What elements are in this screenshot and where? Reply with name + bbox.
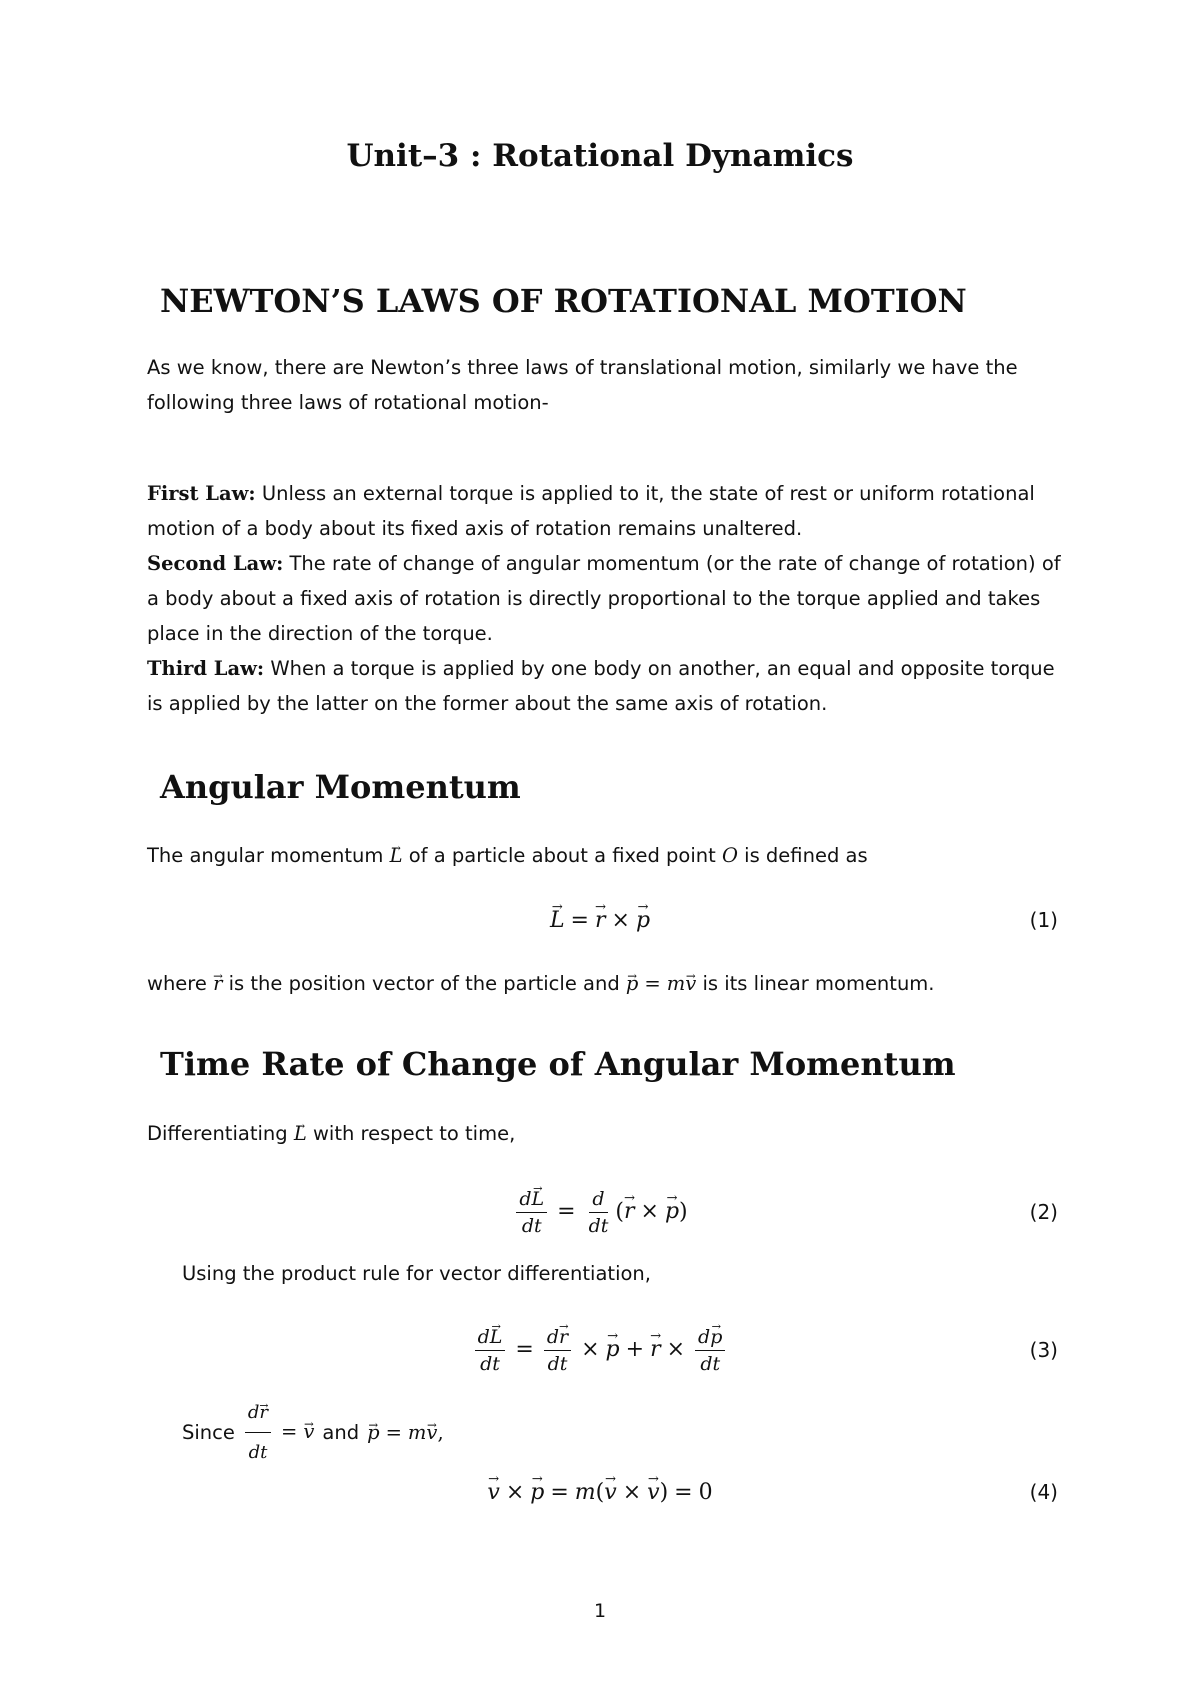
equation-4-number: (4) <box>1029 1480 1058 1504</box>
equation-1-number: (1) <box>1029 908 1058 932</box>
equation-1-body: → L =→ r ×→ p <box>550 908 650 933</box>
angular-definition <box>147 838 1067 873</box>
equation-4-body: → v ×→ p = m(→ v ×→ v) = 0 <box>487 1480 712 1505</box>
law-first-text: Unless an external torque is applied to it, the state of rest or uniform rotational motion of a body about its fixed axis of rotation remains unaltered. <box>147 482 1035 540</box>
symbol-O: O <box>721 844 738 867</box>
since-momentum-expression: → p = m→ v, <box>367 1415 444 1450</box>
law-third <box>147 657 1055 715</box>
symbol-L: → L <box>390 838 403 873</box>
law-first-label: First Law: <box>147 482 256 505</box>
differentiating-text <box>147 1116 1067 1151</box>
intro-paragraph: As we know, there are Newton’s three laws of translational motion, similarly we have the following three laws of rotational motion- <box>147 356 1018 414</box>
equation-2-number: (2) <box>1029 1200 1058 1224</box>
since-prefix: Since <box>182 1420 235 1444</box>
section-heading-newtons-laws: NEWTON’S LAWS OF ROTATIONAL MOTION <box>160 282 967 320</box>
section-heading-time-rate: Time Rate of Change of Angular Momentum <box>160 1045 956 1083</box>
page-number: 1 <box>593 1600 607 1622</box>
equation-3-number: (3) <box>1029 1338 1058 1362</box>
where-middle: is the position vector of the particle and <box>222 972 626 995</box>
where-prefix: where <box>147 972 214 995</box>
since-and: and <box>322 1420 360 1444</box>
angular-where <box>147 966 1067 1001</box>
equation-3 <box>0 1314 1200 1386</box>
law-third-label: Third Law: <box>147 657 265 680</box>
equation-4 <box>0 1462 1200 1522</box>
law-first <box>147 482 1035 540</box>
equation-3-body: $\frac{d\to L}{dt}$ = $\frac{d\to r}{dt}$ ×→ p +→ r × $\frac{d\to p}{dt}$ <box>471 1326 730 1375</box>
diff-prefix: Differentiating <box>147 1122 294 1145</box>
laws-paragraph <box>147 476 1067 721</box>
symbol-L-2: → L <box>294 1116 307 1151</box>
equation-2 <box>0 1177 1200 1247</box>
law-third-text: When a torque is applied by one body on another, an equal and opposite torque is applied by the latter on the former about the same axis of rotation. <box>147 657 1055 715</box>
equation-1 <box>0 890 1200 950</box>
angular-def-suffix: is defined as <box>737 844 868 867</box>
angular-def-prefix: The angular momentum <box>147 844 390 867</box>
law-second-label: Second Law: <box>147 552 284 575</box>
since-text <box>182 1402 1102 1462</box>
where-suffix: is its linear momentum. <box>696 972 935 995</box>
since-velocity-expression: $\frac{d\to r}{dt}$ =→ v <box>241 1395 315 1470</box>
law-second <box>147 552 1061 645</box>
momentum-expression: → p = m→ v <box>626 972 696 995</box>
equation-2-body: $\frac{d\to L}{dt}$ = $\frac{d}{dt}$ (→ r ×→ p) <box>512 1188 687 1237</box>
diff-suffix: with respect to time, <box>306 1122 516 1145</box>
page-title: Unit–3 : Rotational Dynamics <box>346 138 854 174</box>
product-rule-text: Using the product rule for vector differentiation, <box>182 1262 651 1285</box>
angular-def-middle: of a particle about a fixed point <box>402 844 722 867</box>
section-heading-angular-momentum: Angular Momentum <box>160 768 521 806</box>
symbol-r: → r <box>213 966 222 1001</box>
law-second-text: The rate of change of angular momentum (or the rate of change of rotation) of a body about a fixed axis of rotation is directly proportional to the torque applied and takes place in the direction of the torque. <box>147 552 1061 645</box>
